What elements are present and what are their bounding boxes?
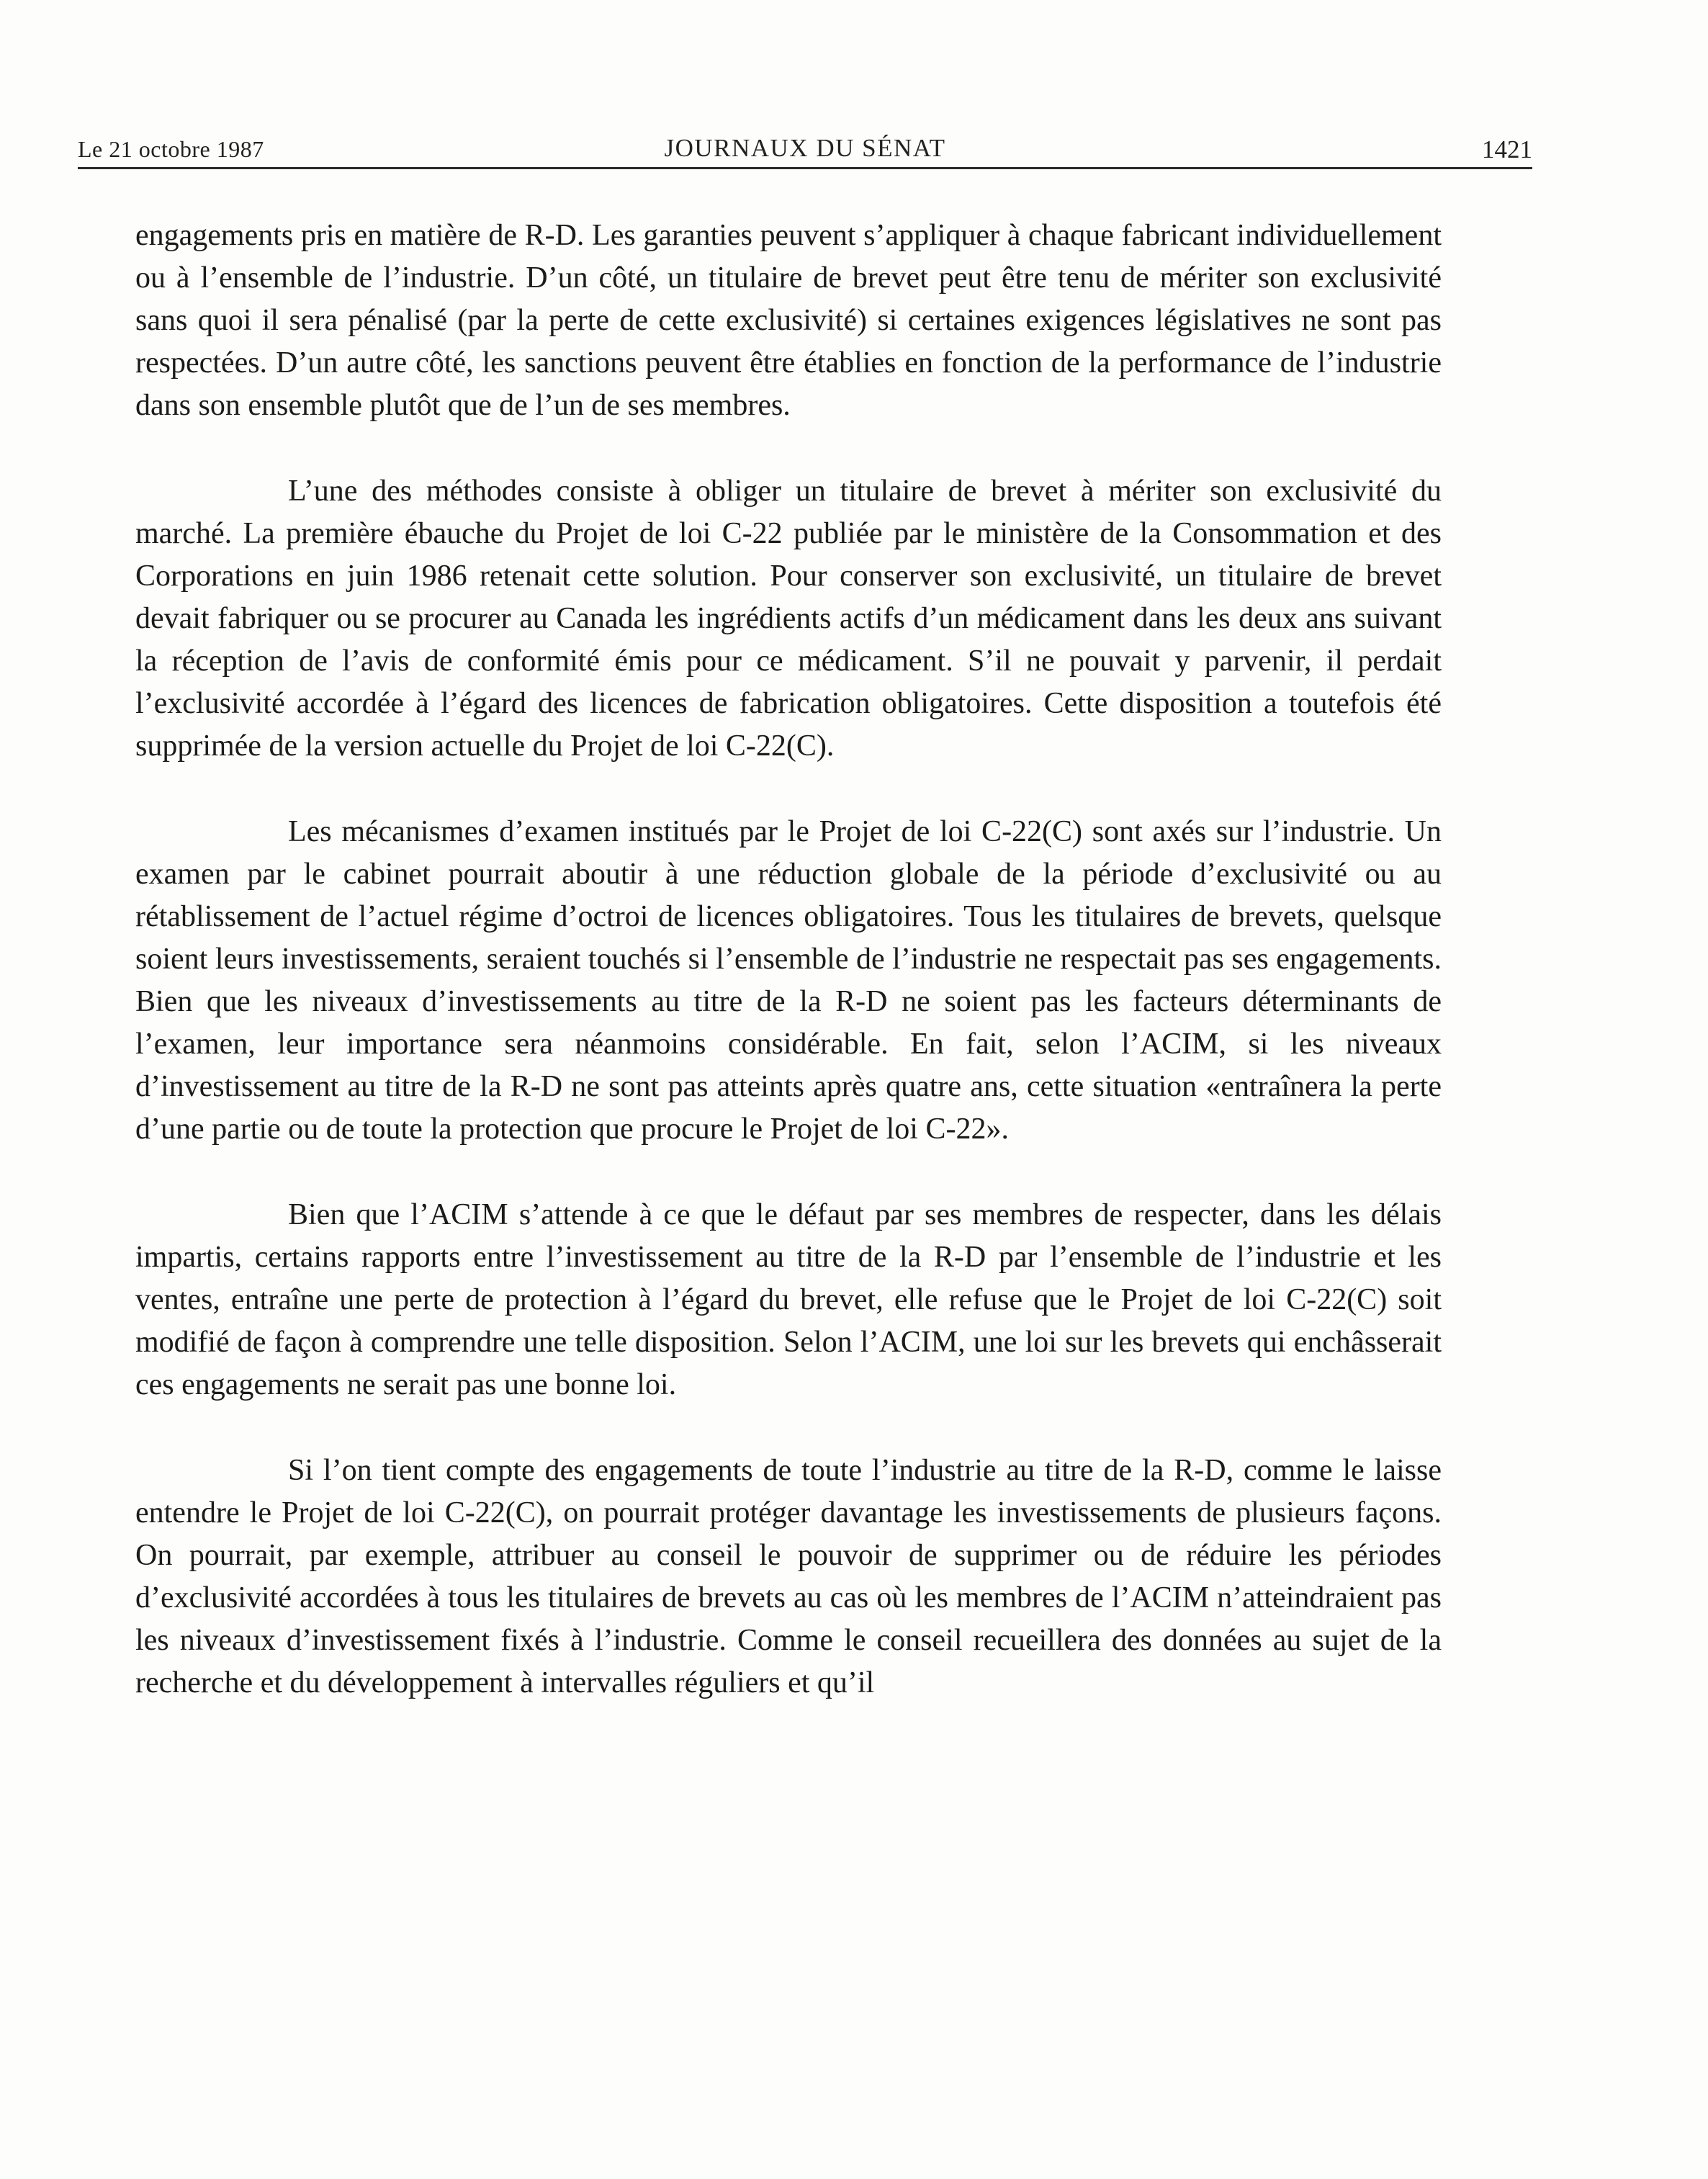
header-date: Le 21 octobre 1987 (78, 136, 264, 162)
paragraph-2: L’une des méthodes consiste à obliger un titulaire de brevet à mériter son exclusivité du marché. La première ébauche du Projet de loi C-22 publiée par le ministère de la Consommation et des Corporations en juin 1986 retenait cette solution. Pour conserver son exclusivité, un titulaire de brevet devait fabriquer ou se procurer au Canada les ingrédients actifs d’un médicament dans les deux ans suivant la réception de l’avis de conformité émis pour ce médicament. S’il ne pouvait y parvenir, il perdait l’exclusivité accordée à l’égard des licences de fabrication obligatoires. Cette disposition a toutefois été supprimée de la version actuelle du Projet de loi C-22(C). (135, 475, 1442, 763)
paragraph-1: engagements pris en matière de R-D. Les garanties peuvent s’appliquer à chaque fabricant individuellement ou à l’ensemble de l’industrie. D’un côté, un titulaire de brevet peut être tenu de mériter son exclusivité sans quoi il sera pénalisé (par la perte de cette exclusivité) si certaines exigences législatives ne sont pas respectées. D’un autre côté, les sanctions peuvent être établies en fonction de la performance de l’industrie dans son ensemble plutôt que de l’un de ses membres. (135, 219, 1442, 422)
paragraph-3: Les mécanismes d’examen institués par le Projet de loi C-22(C) sont axés sur l’industrie. Un examen par le cabinet pourrait aboutir à une réduction globale de la période d’exclusivité ou au rétablissement de l’actuel régime d’octroi de licences obligatoires. Tous les titulaires de brevets, quelsque soient leurs investissements, seraient touchés si l’ensemble de l’industrie ne respectait pas ses engagements. Bien que les niveaux d’investissements au titre de la R-D ne soient pas les facteurs déterminants de l’examen, leur importance sera néanmoins considérable. En fait, selon l’ACIM, si les niveaux d’investissement au titre de la R-D ne sont pas atteints après quatre ans, cette situation «entraînera la perte d’une partie ou de toute la protection que procure le Projet de loi C-22». (135, 815, 1442, 1146)
page-number: 1421 (1482, 135, 1532, 163)
paragraph-5: Si l’on tient compte des engagements de toute l’industrie au titre de la R-D, comme le laisse entendre le Projet de loi C-22(C), on pourrait protéger davantage les investissements de plusieurs façons. On pourrait, par exemple, attribuer au conseil le pouvoir de supprimer ou de réduire les périodes d’exclusivité accordées à tous les titulaires de brevets au cas où les membres de l’ACIM n’atteindraient pas les niveaux d’investissement fixés à l’industrie. Comme le conseil recueillera des données au sujet de la recherche et du développement à intervalles réguliers et qu’il (135, 1454, 1442, 1699)
body-text (135, 215, 1442, 1748)
running-header (78, 128, 1532, 169)
paragraph-4: Bien que l’ACIM s’attende à ce que le défaut par ses membres de respecter, dans les délais impartis, certains rapports entre l’investissement au titre de la R-D par l’ensemble de l’industrie et les ventes, entraîne une perte de protection à l’égard du brevet, elle refuse que le Projet de loi C-22(C) soit modifié de façon à comprendre une telle disposition. Selon l’ACIM, une loi sur les brevets qui enchâsserait ces engagements ne serait pas une bonne loi. (135, 1198, 1442, 1401)
header-rule (78, 167, 1532, 169)
header-title: JOURNAUX DU SÉNAT (664, 134, 946, 162)
